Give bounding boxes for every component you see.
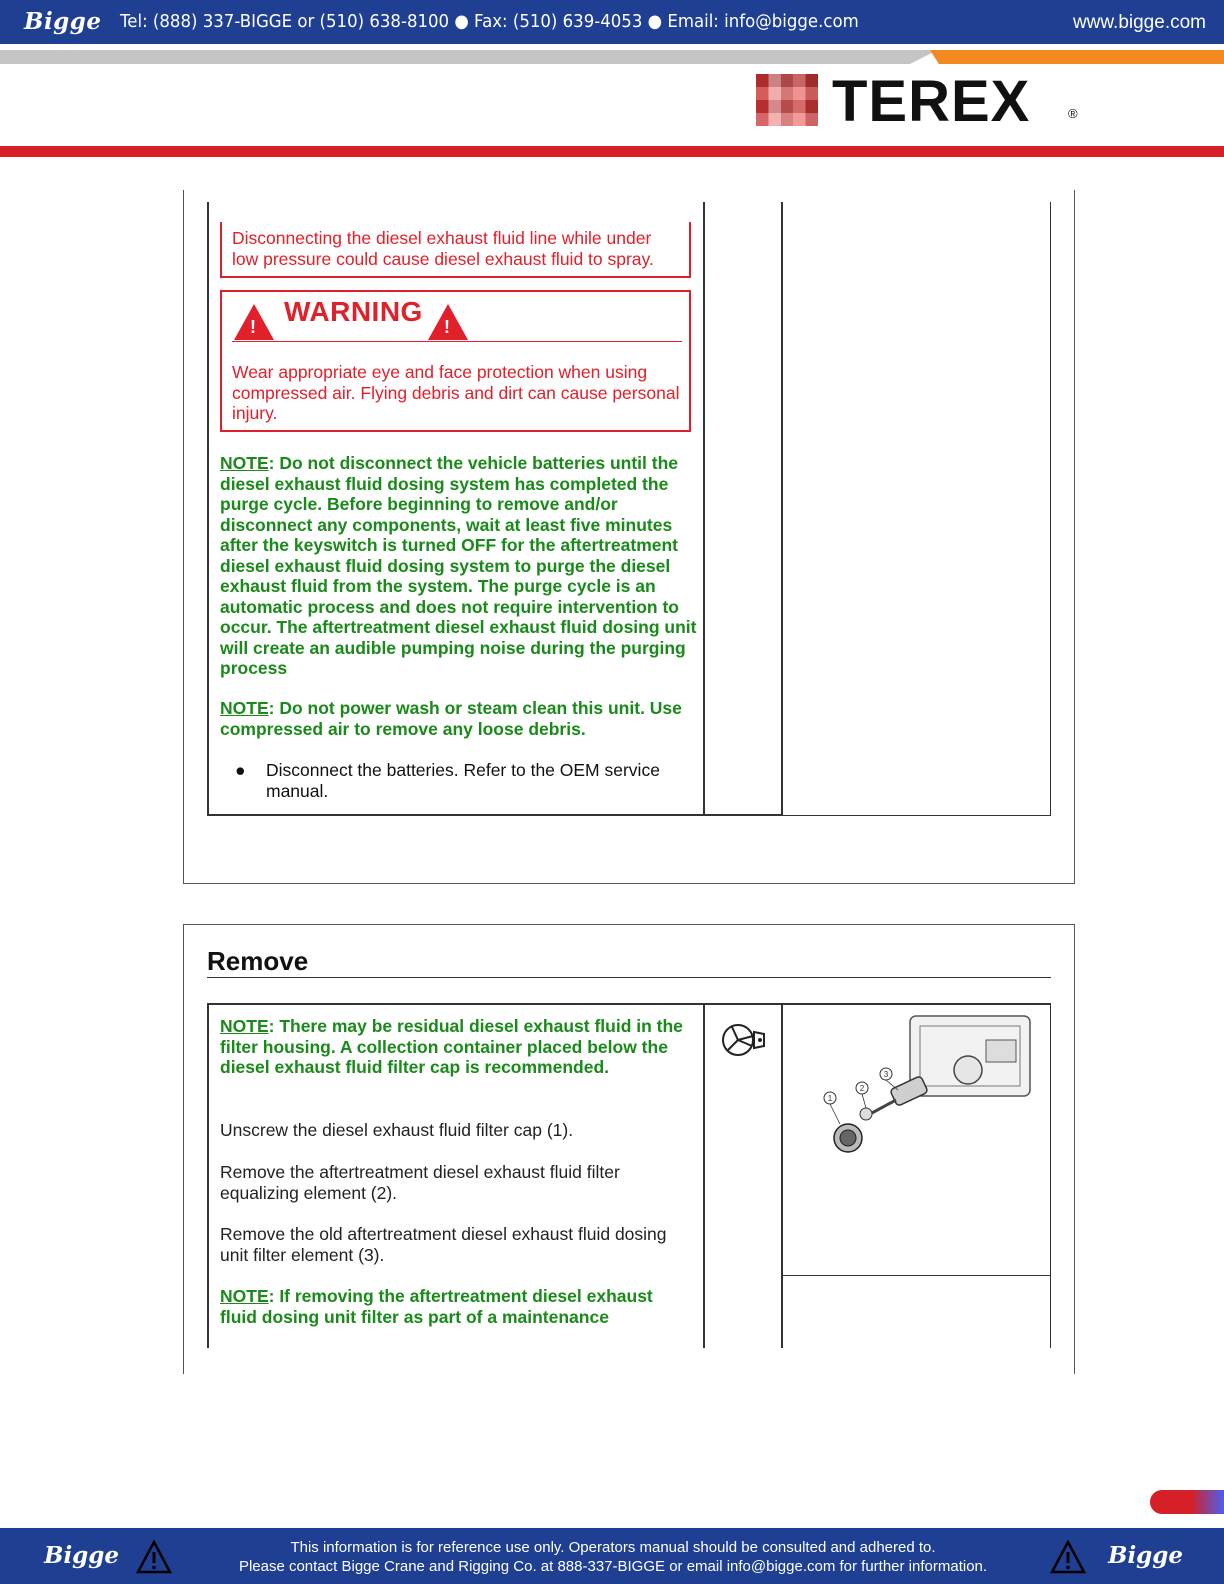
red-divider: [0, 146, 1224, 157]
callout-2: 2: [859, 1084, 865, 1093]
disclaimer-line-2: Please contact Bigge Crane and Rigging Co. at 888-337-BIGGE or email info@bigge.com for further information.: [238, 1558, 988, 1575]
image-cell-divider: [781, 1275, 1051, 1276]
wrench-tool-icon: [720, 1020, 768, 1060]
caution-box: [220, 222, 691, 278]
warning-body: Wear appropriate eye and face protection when using compressed air. Flying debris and dirt can cause personal injury.: [232, 362, 680, 423]
page-tab-indicator: [1150, 1490, 1224, 1514]
terex-wordmark: TEREX: [832, 69, 1031, 134]
caution-triangle-icon: [1050, 1540, 1086, 1574]
image-column-1: [781, 202, 1051, 816]
bigge-logo: Bigge: [24, 8, 102, 35]
orange-stripe: [930, 50, 1224, 64]
note-no-power-wash: [220, 698, 690, 739]
footer-disclaimer: [190, 1538, 1036, 1576]
note-label: NOTE: [220, 698, 269, 718]
footer-bar: [0, 1528, 1224, 1584]
gray-stripe: [0, 50, 938, 64]
note-text: : If removing the aftertreatment diesel exhaust fluid dosing unit filter as part of a maintenance: [220, 1286, 653, 1327]
warning-box: [220, 290, 691, 432]
warning-label: WARNING: [284, 296, 423, 327]
note-maintenance: [220, 1286, 690, 1327]
caution-triangle-icon: [136, 1540, 172, 1574]
website-link[interactable]: www.bigge.com: [1072, 12, 1206, 33]
note-label: NOTE: [220, 453, 269, 473]
dosing-unit-filter-diagram: [800, 1010, 1040, 1170]
warning-triangle-icon: !: [234, 304, 274, 340]
callout-1: 1: [827, 1094, 833, 1103]
step-unscrew-cap: Unscrew the diesel exhaust fluid filter cap (1).: [220, 1120, 574, 1140]
registered-mark: ®: [1068, 106, 1078, 121]
callout-3: 3: [883, 1070, 889, 1079]
top-header-bar: [0, 0, 1224, 44]
note-label: NOTE: [220, 1016, 269, 1036]
warning-header: [232, 298, 682, 342]
disclaimer-line-1: This information is for reference use only. Operators manual should be consulted and adhered to.: [290, 1539, 936, 1556]
bullet-text: Disconnect the batteries. Refer to the OEM service manual.: [266, 760, 660, 801]
step-remove-filter-element: Remove the old aftertreatment diesel exhaust fluid dosing unit filter element (3).: [220, 1224, 667, 1265]
note-text: : Do not disconnect the vehicle batteries until the diesel exhaust fluid dosing system has completed the purge cycle. Before beginning to remove and/or disconnect any components, wait at least five minutes after the keyswitch is turned OFF for the aftertreatment diesel exhaust fluid dosing system to purge the diesel exhaust fluid from the system. The purge cycle is an automatic process and does not require intervention to occur. The aftertreatment diesel exhaust fluid dosing unit will create an audible pumping noise during the purging process: [220, 453, 697, 678]
caution-text: Disconnecting the diesel exhaust fluid line while under low pressure could cause diesel exhaust fluid to spray.: [232, 228, 654, 269]
bullet-disconnect-batteries: [235, 760, 688, 801]
warning-triangle-icon: !: [428, 304, 468, 340]
note-text: : Do not power wash or steam clean this unit. Use compressed air to remove any loose debris.: [220, 698, 682, 739]
footer-logo-right: Bigge: [1108, 1542, 1183, 1569]
terex-emblem-icon: [756, 74, 818, 126]
section-title-remove: Remove: [207, 946, 309, 976]
contact-info: Tel: (888) 337-BIGGE or (510) 638-8100 ● Fax: (510) 639-4053 ● Email: info@bigge.com: [120, 11, 859, 32]
note-purge-cycle: [220, 453, 700, 679]
note-text: : There may be residual diesel exhaust fluid in the filter housing. A collection container placed below the diesel exhaust fluid filter cap is recommended.: [220, 1016, 683, 1077]
footer-logo-left: Bigge: [44, 1542, 119, 1569]
step-remove-equalizing-element: Remove the aftertreatment diesel exhaust fluid filter equalizing element (2).: [220, 1162, 620, 1203]
bullet-dot-icon: ●: [235, 760, 246, 780]
note-label: NOTE: [220, 1286, 269, 1306]
title-underline: [207, 977, 1051, 978]
note-residual-fluid: [220, 1016, 690, 1078]
icon-column-1: [703, 202, 783, 816]
